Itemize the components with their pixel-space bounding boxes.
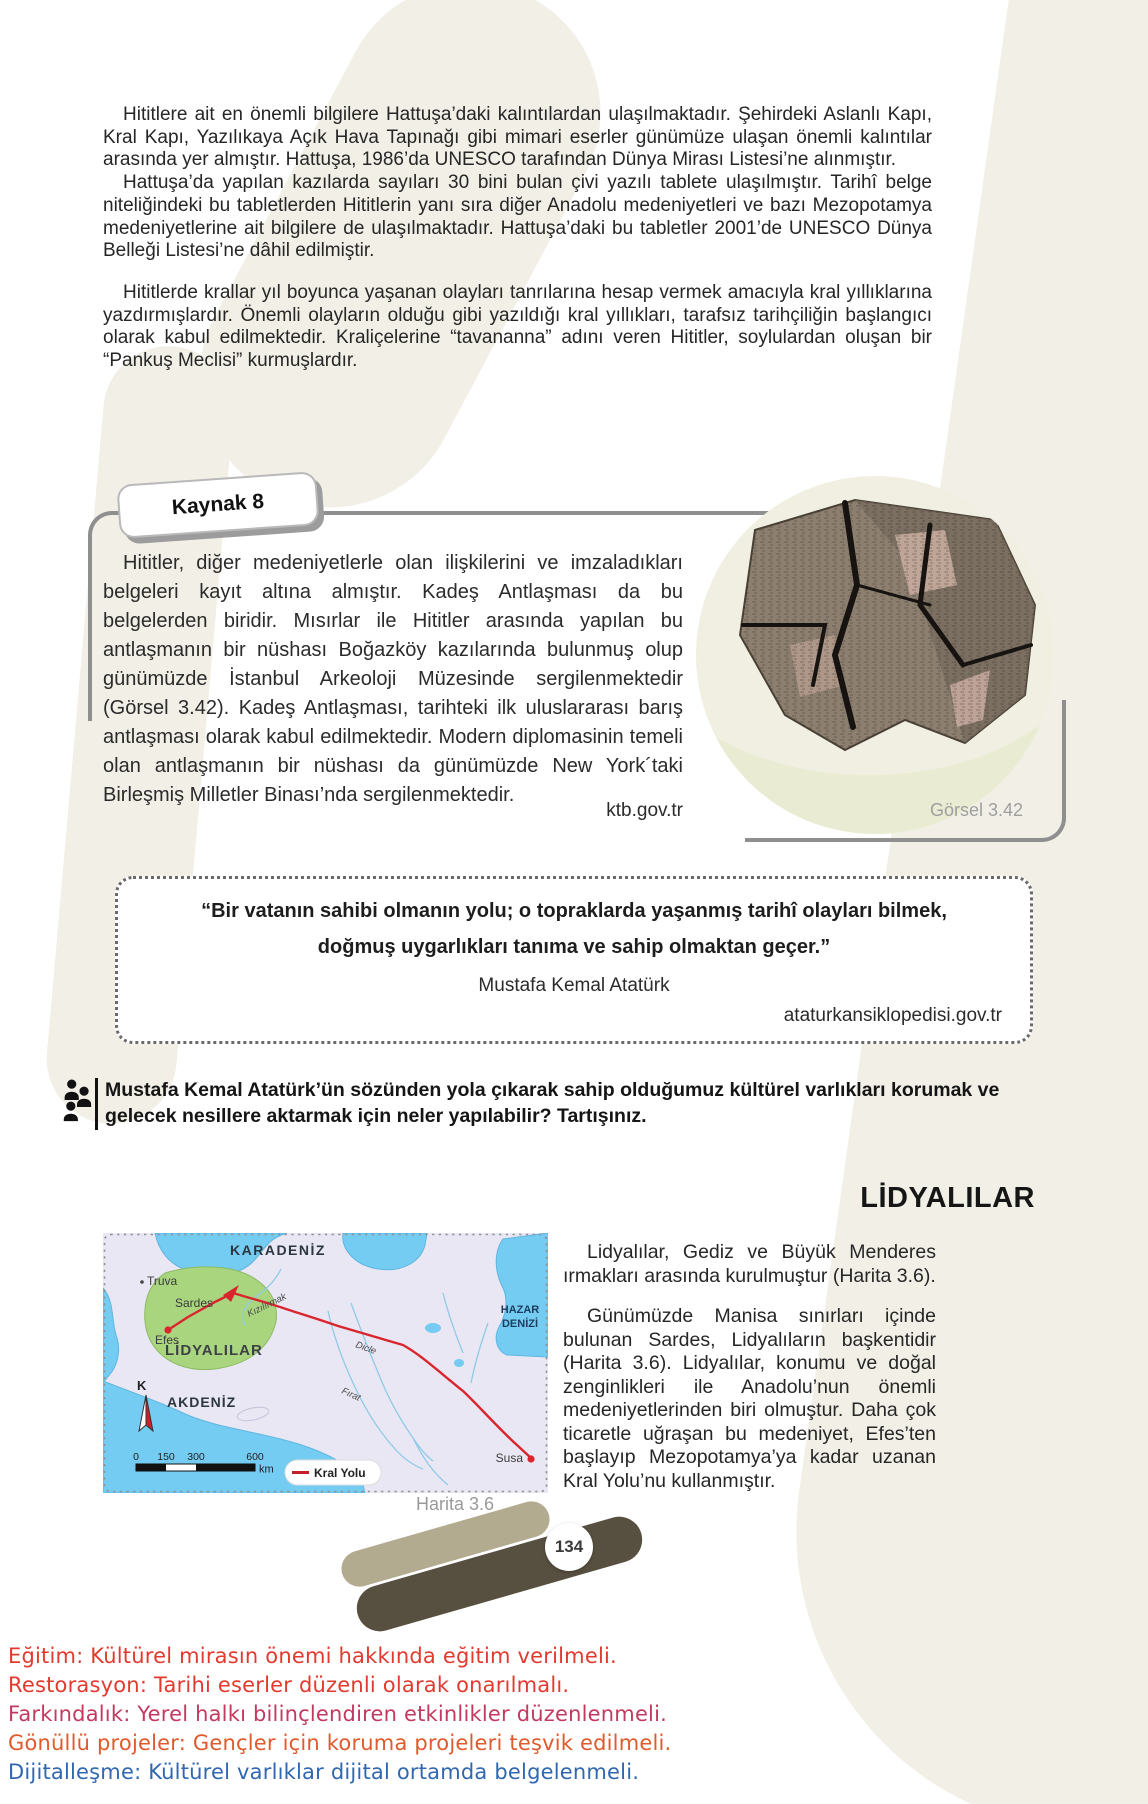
map-label-firat: Fırat <box>339 1385 363 1404</box>
scale-bar-seg2 <box>196 1464 255 1471</box>
susa-marker <box>527 1455 534 1462</box>
lake-small <box>454 1359 464 1367</box>
scale-0: 0 <box>133 1451 139 1463</box>
handwritten-note-4: Gönüllü projeler: Gençler için koruma projeleri teşvik edilmeli. <box>8 1731 672 1755</box>
map-label-akdeniz: AKDENİZ <box>167 1394 237 1410</box>
kaynak-paragraph: Hititler, diğer medeniyetlerle olan ilişkilerini ve imzaladıkları belgeleri kayıt altına almıştır. Kadeş Antlaşması da bu belgelerden biridir. Mısırlar ile Hititler arasında yapılan bu antlaşmanın bir nüshası Boğazköy kazılarında bulunmuş olup günümüzde İstanbul Arkeoloji Müzesinde sergilenmektedir (Görsel 3.42). Kadeş Antlaşması, tarihteki ilk uluslararası barış antlaşması olarak kabul edilmektedir. Modern diplomasinin temeli olan antlaşmanın bir nüshası da günümüzde New York´taki Birleşmiş Milletler Binası’nda sergilenmektedir. <box>103 552 683 806</box>
discussion-prompt: Mustafa Kemal Atatürk’ün sözünden yola çıkarak sahip olduğumuz kültürel varlıkları korumak ve gelecek nesillere aktarmak için neler yapılabilir? Tartışınız. <box>105 1079 1000 1127</box>
map-harita-3-6 <box>103 1233 548 1493</box>
page-number-badge: 134 <box>545 1523 593 1571</box>
map-caption: Harita 3.6 <box>415 1494 495 1514</box>
kaynak-body <box>103 549 683 810</box>
scale-unit: km <box>259 1463 274 1476</box>
map-label-hazar-1: HAZAR <box>500 1304 540 1316</box>
discussion-group-icon <box>62 1078 92 1127</box>
legend-label: Kral Yolu <box>314 1466 366 1480</box>
kadesh-tablet-photo <box>695 475 1055 835</box>
lake <box>425 1323 441 1333</box>
handwritten-note-5: Dijitalleşme: Kültürel varlıklar dijital ortamda belgelenmeli. <box>8 1760 640 1784</box>
map-label-dicle: Dicle <box>353 1339 378 1358</box>
intro-section <box>103 104 932 373</box>
quote-attribution: Mustafa Kemal Atatürk <box>478 975 670 996</box>
map-label-kizilirmak: Kızılırmak <box>245 1291 289 1320</box>
intro-paragraph-1: Hititlere ait en önemli bilgilere Hattuşa’daki kalıntılardan ulaşılmaktadır. Şehirdeki Aslanlı Kapı, Kral Kapı, Yazılıkaya Açık Hava Tapınağı gibi mimari eserler günümüze ulaşan önemli kalıntılar arasında yer almıştır. Hattuşa, 1986’da UNESCO tarafından Dünya Mirası Listesi’ne alınmıştır. <box>103 104 932 171</box>
discussion-divider <box>95 1078 98 1130</box>
truva-marker <box>140 1280 144 1284</box>
lidya-paragraph-2: Günümüzde Manisa sınırları içinde bulunan Sardes, Lidyalıların başkentidir (Harita 3.6). Lidyalılar, konumu ve doğal zenginlikleri ile Anadolu’nun önemli medeniyetlerinden biri olmuştur. Daha çok ticaretle uğraşan bu medeniyet, Efes’ten başlayıp Mezopotamya’ya kadar uzanan Kral Yolu’nu kullanmıştır. <box>563 1305 936 1492</box>
quote-line-2: doğmuş uygarlıkları tanıma ve sahip olmaktan geçer.” <box>317 936 831 958</box>
tablet-image <box>695 475 1055 835</box>
map-label-sardes: Sardes <box>175 1296 214 1310</box>
tablet-caption: Görsel 3.42 <box>930 800 1024 820</box>
intro-paragraph-2: Hattuşa’da yapılan kazılarda sayıları 30 bini bulan çivi yazılı tablete ulaşılmıştır. Tarihî belge niteliğindeki bu tabletlerden Hititlerin yanı sıra diğer Anadolu medeniyetleri ve bazı Mezopotamya medeniyetlerine ait bilgilere de ulaşılmaktadır. Hattuşa’daki bu tabletler 2001’de UNESCO Dünya Belleği Listesi’ne dâhil edilmiştir. <box>103 172 932 262</box>
quote-box <box>115 876 1033 1044</box>
kaynak-tab: Kaynak 8 <box>116 471 319 539</box>
lidya-text-column <box>563 1241 936 1493</box>
scale-600: 600 <box>246 1451 264 1463</box>
quote-line-1: “Bir vatanın sahibi olmanın yolu; o topraklarda yaşanmış tarihî olayları bilmek, <box>201 900 947 922</box>
lidya-paragraph-1: Lidyalılar, Gediz ve Büyük Menderes ırmakları arasında kurulmuştur (Harita 3.6). <box>563 1241 936 1287</box>
scale-300: 300 <box>187 1451 205 1463</box>
compass-label: K <box>137 1378 147 1393</box>
scale-150: 150 <box>157 1451 175 1463</box>
handwritten-annotations <box>8 1642 1138 1787</box>
scale-bar-seg1 <box>136 1464 166 1471</box>
handwritten-note-3: Farkındalık: Yerel halkı bilinçlendiren etkinlikler düzenlenmeli. <box>8 1702 668 1726</box>
map-label-karadeniz: KARADENİZ <box>230 1242 326 1258</box>
handwritten-note-2: Restorasyon: Tarihi eserler düzenli olarak onarılmalı. <box>8 1673 570 1697</box>
map-label-efes: Efes <box>155 1333 180 1347</box>
map-label-lidyalilar: LİDYALILAR <box>165 1342 263 1359</box>
map-label-hazar-2: DENİZİ <box>501 1318 539 1330</box>
intro-paragraph-3: Hititlerde krallar yıl boyunca yaşanan olayları tanrılarına hesap vermek amacıyla kral yıllıklarına yazdırmışlardır. Önemli olayların olduğu gibi yazıldığı kral yıllıkları, tarafsız tarihçiliğin başlangıcı olarak kabul edilmektedir. Kraliçelerine “tavananna” adını veren Hititler, soylulardan oluşan bir “Pankuş Meclisi” kurmuşlardır. <box>103 281 932 372</box>
map-label-susa: Susa <box>495 1451 523 1465</box>
section-heading-lidyalilar: LİDYALILAR <box>860 1182 1035 1214</box>
kaynak-source: ktb.gov.tr <box>606 800 683 821</box>
handwritten-note-1: Eğitim: Kültürel mirasın önemi hakkında eğitim verilmeli. <box>8 1644 617 1668</box>
quote-source: ataturkansiklopedisi.gov.tr <box>783 1005 1002 1026</box>
map-label-truva: Truva <box>147 1274 178 1288</box>
